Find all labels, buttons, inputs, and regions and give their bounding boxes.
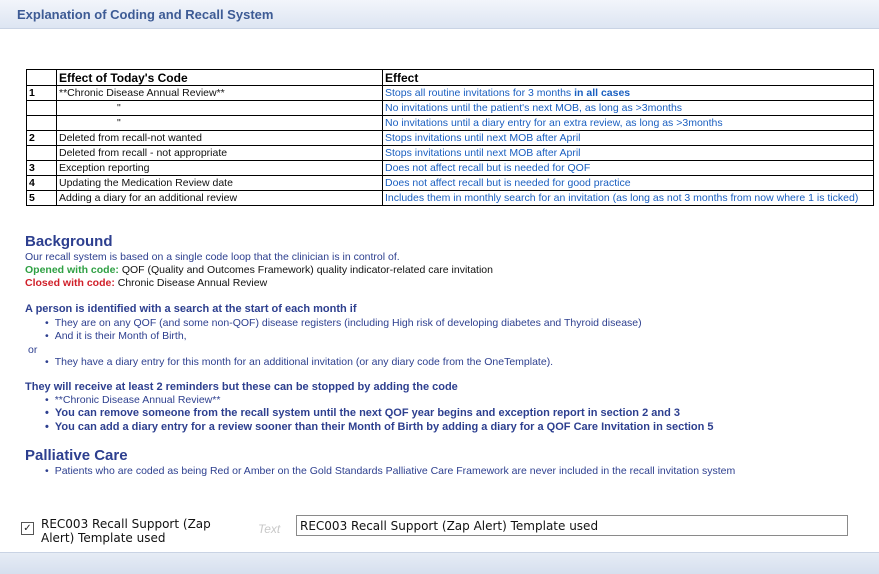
closed-label: Closed with code: xyxy=(25,277,115,289)
identified-heading: A person is identified with a search at the start of each month if xyxy=(25,303,357,315)
row-code: Deleted from recall - not appropriate xyxy=(57,146,383,161)
opened-text: QOF (Quality and Outcomes Framework) quality indicator-related care invitation xyxy=(118,264,493,276)
closed-text: Chronic Disease Annual Review xyxy=(114,277,268,289)
background-heading: Background xyxy=(25,233,113,250)
row-number xyxy=(27,146,57,161)
row-effect xyxy=(383,86,874,101)
row-code: Deleted from recall-not wanted xyxy=(57,131,383,146)
row-number: 4 xyxy=(27,176,57,191)
table-row xyxy=(27,116,874,131)
table-header-row xyxy=(27,70,874,86)
table-header-effect: Effect xyxy=(383,70,874,86)
template-used-checkbox[interactable]: ✓ xyxy=(21,522,34,535)
opened-with-line xyxy=(25,264,493,276)
row-number: 3 xyxy=(27,161,57,176)
reminders-item: • **Chronic Disease Annual Review** xyxy=(45,394,220,406)
row-code: Adding a diary for an additional review xyxy=(57,191,383,206)
row-effect: Stops invitations until next MOB after April xyxy=(383,131,874,146)
or-text: or xyxy=(28,344,38,356)
row-effect: Includes them in monthly search for an invitation (as long as not 3 months from now where 1 is ticked) xyxy=(383,191,874,206)
closed-with-line xyxy=(25,277,267,289)
template-used-label: REC003 Recall Support (Zap Alert) Template used xyxy=(41,517,211,545)
text-field-hint: Text xyxy=(258,522,281,536)
row-code-ditto: " xyxy=(57,116,383,131)
row-effect: No invitations until the patient's next MOB, as long as >3months xyxy=(383,101,874,116)
row-effect: Does not affect recall but is needed for good practice xyxy=(383,176,874,191)
row-effect: Stops invitations until next MOB after April xyxy=(383,146,874,161)
table-row xyxy=(27,101,874,116)
palliative-bullet: • Patients who are coded as being Red or Amber on the Gold Standards Palliative Care Framework are never included in the recall invitation system xyxy=(45,465,735,477)
row-effect: No invitations until a diary entry for an extra review, as long as >3months xyxy=(383,116,874,131)
palliative-heading: Palliative Care xyxy=(25,447,128,464)
footer-bar xyxy=(0,552,879,574)
reminders-heading: They will receive at least 2 reminders but these can be stopped by adding the code xyxy=(25,381,458,393)
table-row xyxy=(27,86,874,101)
template-used-text-field[interactable]: REC003 Recall Support (Zap Alert) Template used xyxy=(296,515,848,536)
row-effect-emphasis: in all cases xyxy=(574,87,631,99)
title-bar xyxy=(0,0,879,29)
row-number: 5 xyxy=(27,191,57,206)
identified-bullet: • And it is their Month of Birth, xyxy=(45,330,187,342)
table-row xyxy=(27,161,874,176)
identified-bullet: • They are on any QOF (and some non-QOF) disease registers (including High risk of developing diabetes and Thyroid disease) xyxy=(45,317,642,329)
row-code: **Chronic Disease Annual Review** xyxy=(57,86,383,101)
table-row xyxy=(27,176,874,191)
reminders-item: • You can remove someone from the recall system until the next QOF year begins and exception report in section 2 and 3 xyxy=(45,407,680,419)
row-number: 1 xyxy=(27,86,57,101)
row-code: Exception reporting xyxy=(57,161,383,176)
row-effect-text: Stops all routine invitations for 3 months xyxy=(385,87,575,99)
table-row xyxy=(27,191,874,206)
page-title: Explanation of Coding and Recall System xyxy=(17,7,274,22)
row-number xyxy=(27,101,57,116)
background-intro: Our recall system is based on a single code loop that the clinician is in control of. xyxy=(25,251,400,263)
table-header-num xyxy=(27,70,57,86)
table-row xyxy=(27,131,874,146)
opened-label: Opened with code: xyxy=(25,264,119,276)
reminders-item: • You can add a diary entry for a review sooner than their Month of Birth by adding a diary for a QOF Care Invitation in section 5 xyxy=(45,421,714,433)
row-number xyxy=(27,116,57,131)
row-effect: Does not affect recall but is needed for QOF xyxy=(383,161,874,176)
row-code-ditto: " xyxy=(57,101,383,116)
coding-table xyxy=(26,69,874,206)
row-number: 2 xyxy=(27,131,57,146)
table-row xyxy=(27,146,874,161)
table-header-code: Effect of Today's Code xyxy=(57,70,383,86)
row-code: Updating the Medication Review date xyxy=(57,176,383,191)
identified-bullet: • They have a diary entry for this month for an additional invitation (or any diary code from the OneTemplate). xyxy=(45,356,553,368)
